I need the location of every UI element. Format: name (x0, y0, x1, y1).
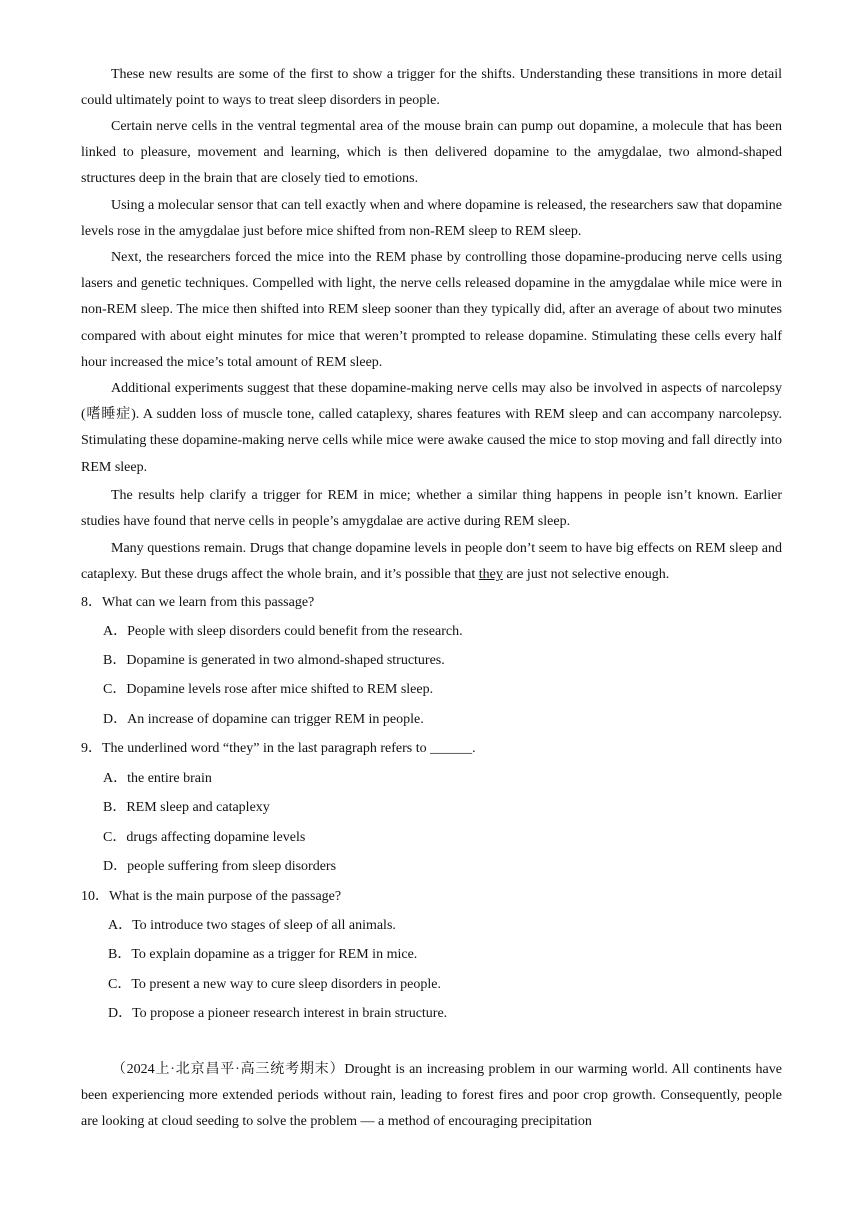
passage-paragraph-1: These new results are some of the first to show a trigger for the shifts. Understanding these transitions in more detail could ultimately point to ways to treat sleep disorders in people. (81, 67, 782, 109)
question-10-option-d: D．To propose a pioneer research interest in brain structure. (108, 1006, 448, 1021)
question-10-option-c: C．To present a new way to cure sleep disorders in people. (108, 977, 441, 992)
question-9-option-c: C．drugs affecting dopamine levels (103, 830, 306, 845)
question-8-option-b: B．Dopamine is generated in two almond-shaped structures. (103, 653, 445, 668)
underlined-word-they: they (478, 567, 503, 583)
question-10-stem: 10．What is the main purpose of the passage? (81, 889, 342, 904)
question-8-option-d: D．An increase of dopamine can trigger REM in people. (103, 712, 424, 727)
question-9-option-d: D．people suffering from sleep disorders (103, 859, 337, 874)
passage-paragraph-4: Next, the researchers forced the mice into the REM phase by controlling those dopamine-producing nerve cells using lasers and genetic techniques. Compelled with light, the nerve cells released dopamine in the amygdalae while mice were in non-REM sleep. The mice then shifted into REM sleep sooner than they typically did, after an average of about two minutes compared with about eight minutes for mice that weren’t prompted to release dopamine. Stimulating these cells every half hour increased the mice’s total amount of REM sleep. (81, 250, 782, 370)
source-tag: （2024上·北京昌平·高三统考期末） (111, 1062, 345, 1077)
passage-paragraph-5: Additional experiments suggest that these dopamine-making nerve cells may also be involved in aspects of narcolepsy (嗜睡症). A sudden loss of muscle tone, called cataplexy, shares features with REM sleep and can accompany narcolepsy. Stimulating these dopamine-making nerve cells while mice were awake caused the mice to stop moving and fall directly into REM sleep. (81, 381, 782, 475)
question-9-option-b: B．REM sleep and cataplexy (103, 800, 270, 815)
question-8-option-a: A．People with sleep disorders could benefit from the research. (103, 624, 463, 639)
question-9-stem: 9．The underlined word “they” in the last paragraph refers to ______. (81, 741, 476, 756)
passage-paragraph-3: Using a molecular sensor that can tell exactly when and where dopamine is released, the researchers saw that dopamine levels rose in the amygdalae just before mice shifted from non-REM sleep to REM sleep. (81, 198, 782, 240)
question-8-stem: 8．What can we learn from this passage? (81, 595, 315, 610)
passage-paragraph-2: Certain nerve cells in the ventral tegmental area of the mouse brain can pump out dopamine, a molecule that has been linked to pleasure, movement and learning, which is then delivered dopamine to the amygdalae, two almond-shaped structures deep in the brain that are closely tied to emotions. (81, 119, 782, 187)
question-10-option-a: A．To introduce two stages of sleep of all animals. (108, 918, 396, 933)
question-10-option-b: B．To explain dopamine as a trigger for REM in mice. (108, 947, 418, 962)
question-8-option-c: C．Dopamine levels rose after mice shifted to REM sleep. (103, 682, 434, 697)
next-passage-intro: （2024上·北京昌平·高三统考期末）Drought is an increasing problem in our warming world. All continents have been experiencing more extended periods without rain, leading to forest fires and poor crop growth. Consequently, people are looking at cloud seeding to solve the problem — a method of encouraging precipitation (81, 1062, 782, 1130)
passage-paragraph-7: Many questions remain. Drugs that change dopamine levels in people don’t seem to have big effects on REM sleep and cataplexy. But these drugs affect the whole brain, and it’s possible that they are just not selective enough. (81, 541, 782, 583)
question-9-option-a: A．the entire brain (103, 771, 212, 786)
passage-paragraph-6: The results help clarify a trigger for REM in mice; whether a similar thing happens in people isn’t known. Earlier studies have found that nerve cells in people’s amygdalae are active during REM sleep. (81, 488, 782, 530)
